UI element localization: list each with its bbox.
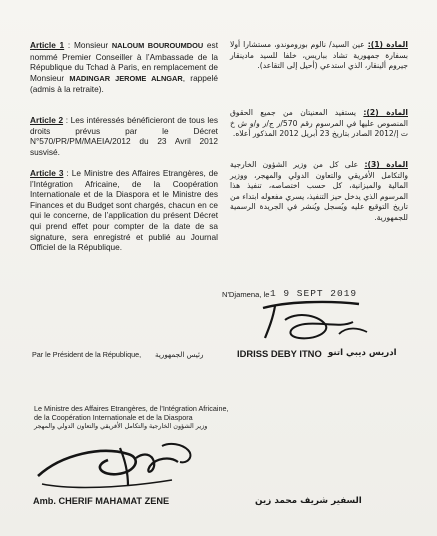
- article-1-name2: MADINGAR JEROME ALNGAR: [69, 73, 183, 83]
- article-2-text: : Les intéressés bénéficieront de tous les droits prévus par le Décret N°570/PR/PM/MAEIA/2012 du 23 Avril 2012 susvisé.: [30, 115, 218, 157]
- arabic-article-2-label: المادة (2):: [363, 108, 408, 117]
- president-name-ar: ادريس ديبي اتنو: [328, 348, 397, 358]
- article-3-text: : Le Ministre des Affaires Etrangères, de l’Intégration Africaine, de la Coopération Internationale et de la Diaspora et le Ministre des Finances et du Budget sont chargés, chacun en ce qui le concerne, de l’application du présent Décret qui prend effet pour compter de la date de sa signature, sera enregistré et publié au Journal Officiel de la République.: [30, 168, 218, 253]
- article-1-text-b: est nommé Premier Conseiller à l’Ambassade de la République du Tchad à Paris, en remplacement de Monsieur: [30, 40, 218, 83]
- minister-title-ar: وزير الشؤون الخارجية والتكامل الأفريقي والتعاون الدولي والمهجر: [34, 422, 208, 430]
- article-1-text-a: : Monsieur: [64, 40, 112, 50]
- french-article-2: [30, 115, 218, 157]
- minister-name-fr: Amb. CHERIF MAHAMAT ZENE: [33, 496, 170, 506]
- french-article-1: [30, 40, 218, 95]
- article-1-name: NALOUM BOUROUMDOU: [111, 41, 204, 50]
- president-signature: [255, 298, 375, 346]
- article-3-label: Article 3: [30, 168, 64, 178]
- president-label-fr: Par le Président de la République,: [32, 350, 142, 359]
- place-label: N'Djamena, le: [222, 290, 270, 299]
- minister-signature: [32, 432, 202, 494]
- article-2-label: Article 2: [30, 115, 64, 125]
- french-article-3: [30, 168, 218, 253]
- arabic-article-2: [230, 108, 408, 140]
- minister-title-line2: de la Coopération Internationale et de la Diaspora: [34, 413, 193, 422]
- arabic-article-3: [230, 160, 408, 224]
- date-stamp: 1 9 SEPT 2019: [270, 288, 358, 299]
- president-name-fr: IDRISS DEBY ITNO: [237, 348, 322, 359]
- article-1-label: Article 1: [30, 40, 65, 50]
- arabic-article-3-text: على كل من وزير الشؤون الخارجية والتكامل الأفريقي والتعاون الدولي والمهجر، ووزير المالية والميزانية، كل حسب اختصاصه، تنفيذ هذا المرسوم الذي يدخل حيز التنفيذ، يسري مفعوله ابتداء من تاريخ التوقيع عليه ويُسجل ويُنشر في الجريدة الرسمية للجمهورية.: [230, 160, 408, 222]
- arabic-article-1: [230, 40, 408, 72]
- minister-name-ar: السفير شريف محمد زين: [255, 496, 362, 506]
- arabic-article-3-label: المادة (3):: [364, 160, 408, 169]
- article-1-text-c: , rappelé (admis à la retraite).: [30, 72, 218, 95]
- minister-title-line1: Le Ministre des Affaires Etrangères, de l’Intégration Africaine,: [34, 404, 229, 413]
- arabic-article-1-label: المادة (1):: [367, 40, 408, 49]
- arabic-article-1-text: عين السيد/ نالوم بوروموندو، مستشارا أولا بسفارة جمهورية تشاد بباريس، خلفا للسيد مادينقار جيروم ألينقار، الذي استدعي (أحيل إلى التقاعد).: [230, 40, 408, 71]
- arabic-article-2-text: يستفيد المعنيتان من جميع الحقوق المنصوص عليها في المرسوم رقم 570/ر ج/ر و/و ش خ ت إ/2012 الصادر بتاريخ 23 أبريل 2012 المذكور أعلاه.: [230, 108, 408, 139]
- president-label-ar: رئيس الجمهورية: [155, 350, 204, 359]
